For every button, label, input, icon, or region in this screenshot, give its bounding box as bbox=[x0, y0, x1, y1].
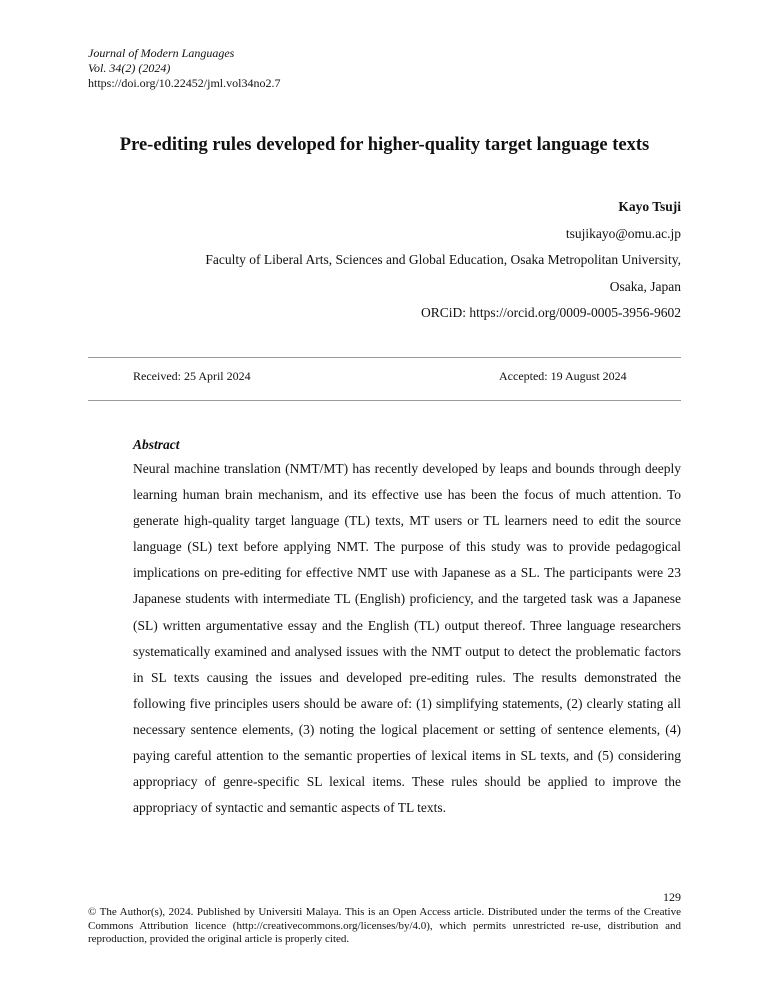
top-divider bbox=[88, 357, 681, 358]
abstract-heading: Abstract bbox=[133, 437, 180, 452]
journal-volume: Vol. 34(2) (2024) bbox=[88, 61, 171, 75]
author-orcid[interactable]: ORCiD: https://orcid.org/0009-0005-3956-9602 bbox=[421, 305, 681, 320]
author-affiliation-line1: Faculty of Liberal Arts, Sciences and Global Education, Osaka Metropolitan University, bbox=[205, 252, 681, 267]
journal-info bbox=[88, 46, 280, 91]
author-email[interactable]: tsujikayo@omu.ac.jp bbox=[565, 225, 681, 241]
journal-name: Journal of Modern Languages bbox=[88, 46, 235, 60]
received-date: Received: 25 April 2024 bbox=[133, 369, 251, 383]
page-number: 129 bbox=[663, 890, 681, 904]
author-block bbox=[205, 194, 681, 327]
abstract-section bbox=[133, 434, 681, 821]
author-affiliation-line2: Osaka, Japan bbox=[609, 278, 681, 294]
journal-doi-link[interactable]: https://doi.org/10.22452/jml.vol34no2.7 bbox=[88, 76, 281, 90]
accepted-date: Accepted: 19 August 2024 bbox=[499, 369, 627, 383]
abstract-body: Neural machine translation (NMT/MT) has recently developed by leaps and bounds through deeply learning human brain mechanism, and its effective use has been the focus of much attention. To generate high-quality target language (TL) texts, MT users or TL learners need to edit the source language (SL) text before applying NMT. The purpose of this study was to provide pedagogical implications on pre-editing for effective NMT use with Japanese as a SL. The participants were 23 Japanese students with intermediate TL (English) proficiency, and the targeted task was a Japanese (SL) written argumentative essay and the English (TL) output thereof. Three language researchers systematically examined and analysed issues with the NMT output to detect the problematic factors in SL texts causing the issues and developed pre-editing rules. The results demonstrated the following five principles users should be aware of: (1) simplifying statements, (2) clearly stating all necessary sentence elements, (3) noting the logical placement or setting of sentence elements, (4) paying careful attention to the semantic properties of lexical items in SL texts, and (5) considering appropriacy of genre-specific SL lexical items. These rules should be applied to improve the appropriacy of syntactic and semantic aspects of TL texts. bbox=[133, 461, 681, 816]
license-notice: © The Author(s), 2024. Published by Universiti Malaya. This is an Open Access article. Distributed under the terms of the Creative Commons Attribution licence (http://creativecommons.org/licenses/by/4.0), which permits unrestricted re-use, distribution and reproduction, provided the original article is properly cited. bbox=[88, 906, 681, 945]
author-name: Kayo Tsuji bbox=[618, 199, 681, 214]
paper-title: Pre-editing rules developed for higher-quality target language texts bbox=[119, 135, 650, 155]
bottom-divider bbox=[88, 400, 681, 401]
